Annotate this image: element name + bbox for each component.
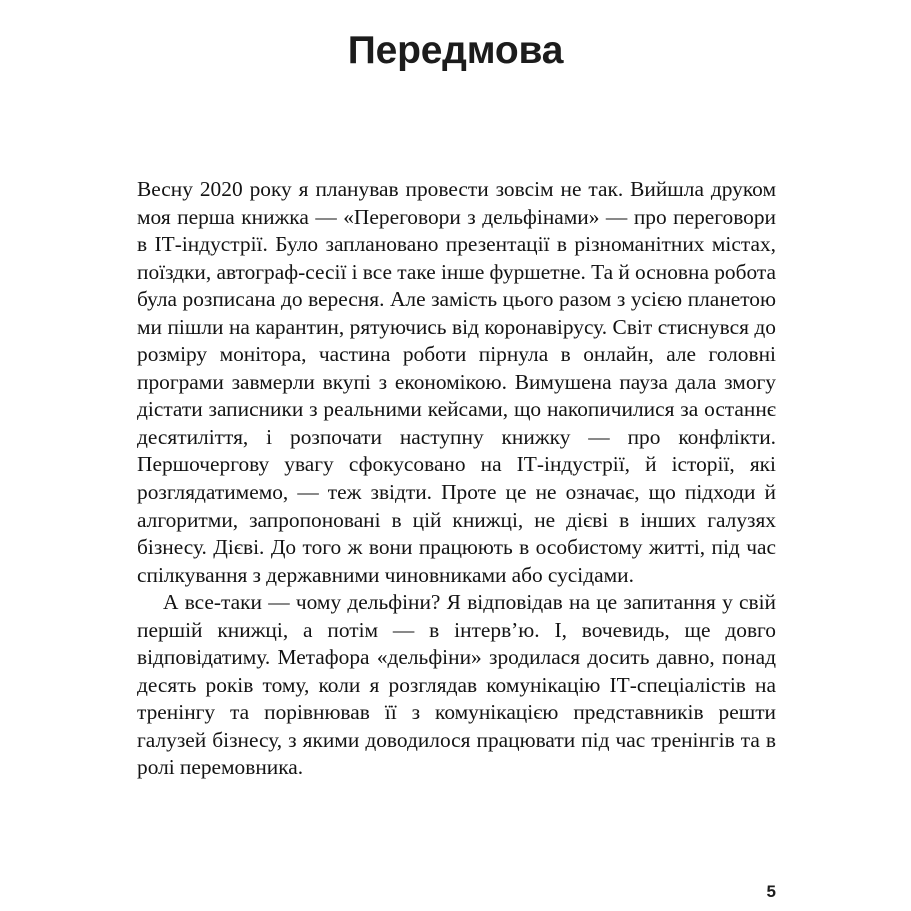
chapter-title: Передмова xyxy=(347,29,564,73)
body-text-block xyxy=(137,176,776,782)
body-paragraph-1: Весну 2020 року я планував провести зовсім не так. Вийшла друком моя перша книжка — «Переговори з дельфінами» — про переговори в ІТ-індустрії. Було заплановано презентації в різноманітних містах, поїздки, автограф-сесії і все таке інше фуршетне. Та й основна робота була розписана до вересня. Але замість цього разом з усією планетою ми пішли на карантин, рятуючись від коронавірусу. Світ стиснувся до розміру монітора, частина роботи пірнула в онлайн, але головні програми завмерли вкупі з економікою. Вимушена пауза дала змогу дістати записники з реальними кейсами, що накопичилися за останнє десятиліття, і розпочати наступну книжку — про конфлікти. Першочергову увагу сфокусовано на ІТ-індустрії, й історії, які розглядатимемо, — теж звідти. Проте це не означає, що підходи й алгоритми, запропоновані в цій книжці, не дієві в інших галузях бізнесу. Дієві. До того ж вони працюють в особистому житті, під час спілкування з державними чиновниками або сусідами. xyxy=(137,177,776,587)
page-number: 5 xyxy=(766,882,776,901)
body-paragraph-2: А все-таки — чому дельфіни? Я відповідав на це запитання у свій першій книжці, а потім — в інтерв’ю. І, вочевидь, ще довго відповідатиму. Метафора «дельфіни» зродилася досить давно, понад десять років тому, коли я розглядав комунікацію ІТ-спеціалістів на тренінгу та порівнював її з комунікацією представників решти галузей бізнесу, з якими доводилося працювати під час тренінгів та в ролі перемовника. xyxy=(137,590,776,780)
